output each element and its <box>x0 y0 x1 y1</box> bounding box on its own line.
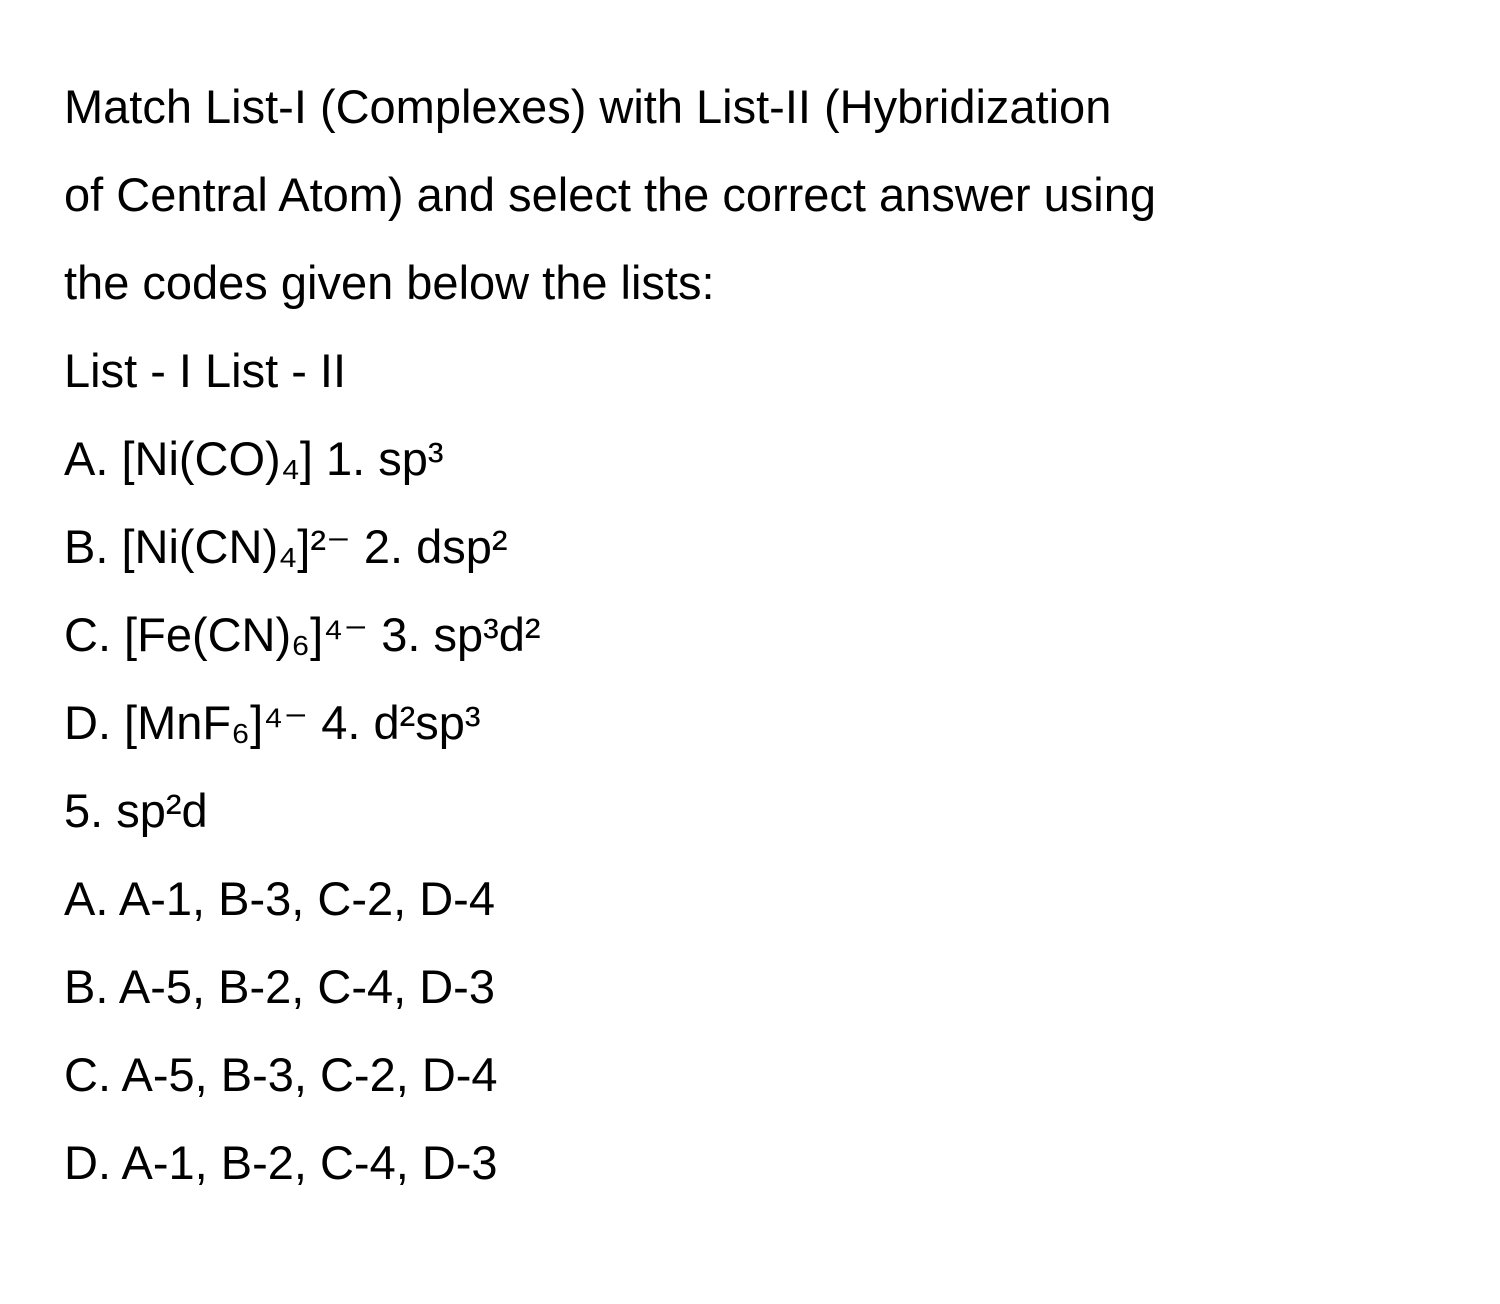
option-d: D. A-1, B-2, C-4, D-3 <box>64 1136 498 1189</box>
option-a: A. A-1, B-3, C-2, D-4 <box>64 872 495 925</box>
question-line-3: the codes given below the lists: <box>64 256 715 309</box>
match-list <box>64 415 1454 855</box>
question-text <box>64 63 1454 327</box>
list-item-c: C. [Fe(CN)₆]⁴⁻ 3. sp³d² <box>64 608 541 661</box>
option-c: C. A-5, B-3, C-2, D-4 <box>64 1048 498 1101</box>
question-line-1: Match List-I (Complexes) with List-II (Hybridization <box>64 80 1112 133</box>
question-line-2: of Central Atom) and select the correct answer using <box>64 168 1156 221</box>
list-header: List - I List - II <box>64 344 347 397</box>
question-document <box>64 63 1454 1207</box>
list-item-5: 5. sp²d <box>64 784 208 837</box>
answer-options <box>64 855 1454 1207</box>
list-item-d: D. [MnF₆]⁴⁻ 4. d²sp³ <box>64 696 481 749</box>
list-item-a: A. [Ni(CO)₄] 1. sp³ <box>64 432 444 485</box>
list-item-b: B. [Ni(CN)₄]²⁻ 2. dsp² <box>64 520 508 573</box>
option-b: B. A-5, B-2, C-4, D-3 <box>64 960 495 1013</box>
